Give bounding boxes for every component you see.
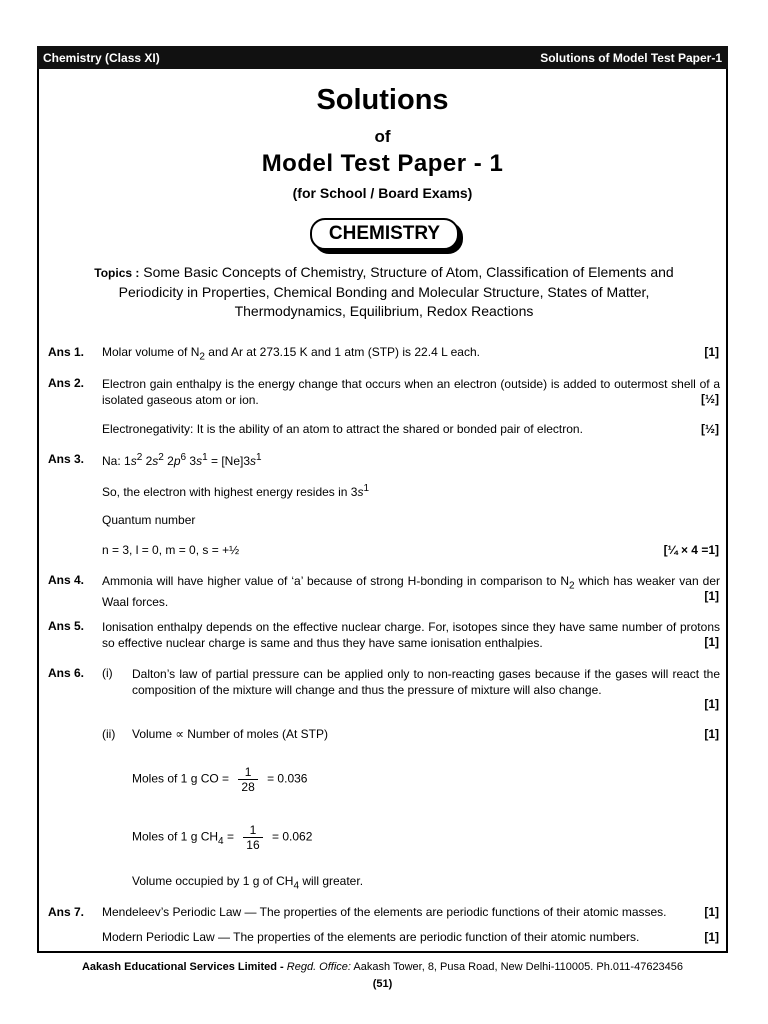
ans6-volume-line: Volume occupied by 1 g of $CH_4$ will greater. — [132, 874, 364, 892]
ans2-mark1: [½] — [701, 392, 719, 406]
ans2-para2: Electronegativity: It is the ability of an atom to attract the shared or bonded pair of electron. — [102, 422, 583, 436]
fraction-co: $\frac{1}{28}$ — [238, 765, 257, 794]
ans7-line1: Mendeleev’s Periodic Law — The properties of the elements are periodic functions of their atomic masses. — [102, 905, 667, 919]
ans3-line2: So, the electron with highest energy resides in $3s^1$ — [102, 483, 370, 499]
ans6-i-label: (i) — [102, 666, 113, 680]
moles-co-line: Moles of 1 g CO = $\frac{1}{28}$ = 0.036 — [132, 765, 308, 794]
ans7-label: Ans 7. — [48, 905, 85, 919]
ans6-ii-label: (ii) — [102, 727, 116, 741]
moles-ch4-line: Moles of 1 g $CH_4$ = $\frac{1}{16}$ = 0.062 — [132, 823, 313, 852]
topics-block — [78, 263, 690, 321]
ans3-label: Ans 3. — [48, 452, 85, 466]
ans6-ii-text: Volume ∝ Number of moles (At STP) — [132, 727, 328, 741]
title-of: of — [374, 127, 391, 146]
running-header — [37, 46, 728, 69]
page-frame — [37, 46, 728, 953]
topics-label: Topics : — [94, 266, 140, 280]
fraction-ch4: $\frac{1}{16}$ — [243, 823, 262, 852]
ans7-mark1: [1] — [704, 905, 719, 919]
ans5-text: Ionisation enthalpy depends on the effective nuclear charge. For, isotopes since they have same number of protons so effective nuclear charge is same and thus they have same ionisation enthalpies. — [102, 620, 720, 650]
page-number: (51) — [372, 978, 393, 990]
ans2-label: Ans 2. — [48, 376, 85, 390]
ans1-text: Molar volume of $N_2$ and Ar at 273.15 K and 1 atm (STP) is 22.4 L each. — [102, 345, 480, 363]
header-paper: Solutions of Model Test Paper-1 — [540, 50, 722, 65]
ans5-mark: [1] — [704, 635, 719, 649]
footer-address: Aakash Educational Services Limited - Regd. Office: Aakash Tower, 8, Pusa Road, New Delhi-110005. Ph.011-47623456 — [81, 961, 684, 973]
ans2-para1: Electron gain enthalpy is the energy change that occurs when an electron (outside) is added to outermost shell of a isolated gaseous atom or ion. — [102, 377, 720, 407]
header-subject: Chemistry (Class XI) — [43, 50, 160, 65]
title-exam: (for School / Board Exams) — [292, 185, 473, 201]
ans1-mark: [1] — [704, 345, 719, 359]
ans7-line2: Modern Periodic Law — The properties of the elements are periodic function of their atomic numbers. — [102, 930, 640, 944]
ans3-mark: [¼ × 4 =1] — [663, 543, 719, 557]
ans4-text: Ammonia will have higher value of ‘a’ because of strong H-bonding in comparison to $N_2$ which has weaker van der Waal forces. — [102, 574, 720, 610]
subject-badge: CHEMISTRY — [310, 218, 459, 250]
ans4-label: Ans 4. — [48, 573, 85, 587]
ans2-mark2: [½] — [701, 422, 719, 436]
title-paper: Model Test Paper - 1 — [261, 150, 504, 177]
topics-text: Some Basic Concepts of Chemistry, Structure of Atom, Classification of Elements and Periodicity in Properties, Chemical Bonding and Molecular Structure, States of Matter, Thermodynamics, Equilibrium, Redox Reactions — [118, 264, 674, 319]
ans4-mark: [1] — [704, 589, 719, 603]
ans3-line4: n = 3, l = 0, m = 0, s = +½ — [102, 543, 240, 557]
ans5-label: Ans 5. — [48, 619, 85, 633]
ans3-config: Na: $1s^2$ $2s^2$ $2p^6$ $3s^1 = [Ne]3s^1$ — [102, 452, 262, 468]
ans6-label: Ans 6. — [48, 666, 85, 680]
title-solutions: Solutions — [316, 84, 449, 116]
ans1-label: Ans 1. — [48, 345, 85, 359]
ans6-i-text: Dalton’s law of partial pressure can be applied only to non-reacting gases because if the gases will react the composition of the mixture will change and thus the pressure of mixture will also change. — [132, 667, 720, 697]
ans3-line3: Quantum number — [102, 513, 196, 527]
ans6-ii-mark: [1] — [704, 727, 719, 741]
ans7-mark2: [1] — [704, 930, 719, 944]
ans6-i-mark: [1] — [704, 697, 719, 711]
